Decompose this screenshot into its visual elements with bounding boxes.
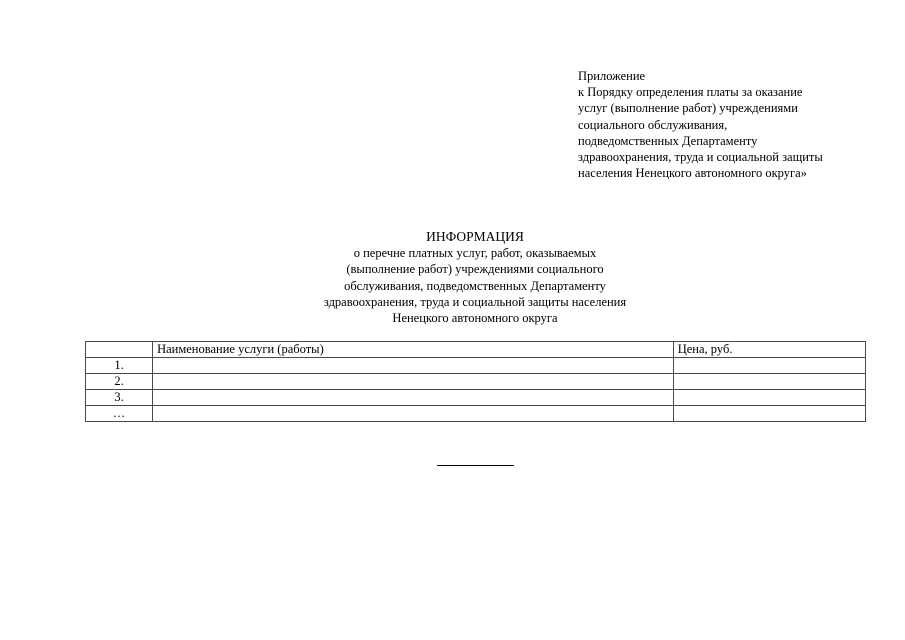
table-row bbox=[86, 358, 866, 374]
row-number: … bbox=[86, 406, 153, 422]
appendix-line: услуг (выполнение работ) учреждениями bbox=[578, 101, 798, 116]
document-title bbox=[250, 229, 700, 326]
appendix-line: здравоохранения, труда и социальной защиты bbox=[578, 150, 823, 165]
appendix-line: подведомственных Департаменту bbox=[578, 133, 758, 148]
row-price bbox=[673, 406, 865, 422]
row-price bbox=[673, 374, 865, 390]
title-line: обслуживания, подведомственных Департаменту bbox=[344, 278, 606, 293]
row-number: 1. bbox=[86, 358, 153, 374]
appendix-line: социального обслуживания, bbox=[578, 117, 728, 132]
title-line: (выполнение работ) учреждениями социального bbox=[346, 262, 604, 277]
end-of-document-line bbox=[437, 465, 514, 466]
row-number: 2. bbox=[86, 374, 153, 390]
title-line: здравоохранения, труда и социальной защиты населения bbox=[323, 294, 627, 309]
row-service-name bbox=[153, 358, 674, 374]
row-service-name bbox=[153, 406, 674, 422]
table-row bbox=[86, 374, 866, 390]
row-number: 3. bbox=[86, 390, 153, 406]
row-service-name bbox=[153, 374, 674, 390]
services-table bbox=[85, 341, 866, 422]
row-service-name bbox=[153, 390, 674, 406]
title-line: Ненецкого автономного округа bbox=[392, 311, 558, 326]
table-header-row bbox=[86, 342, 866, 358]
table-row bbox=[86, 390, 866, 406]
header-service-name: Наименование услуги (работы) bbox=[153, 342, 674, 358]
header-number bbox=[86, 342, 153, 358]
header-price: Цена, руб. bbox=[673, 342, 865, 358]
row-price bbox=[673, 390, 865, 406]
title-line: о перечне платных услуг, работ, оказываемых bbox=[353, 246, 597, 261]
appendix-line: к Порядку определения платы за оказание bbox=[578, 85, 803, 100]
row-price bbox=[673, 358, 865, 374]
appendix-line: населения Ненецкого автономного округа» bbox=[578, 166, 807, 181]
appendix-line: Приложение bbox=[578, 69, 646, 83]
appendix-note bbox=[578, 68, 878, 181]
title-heading: ИНФОРМАЦИЯ bbox=[426, 229, 524, 244]
table-row bbox=[86, 406, 866, 422]
